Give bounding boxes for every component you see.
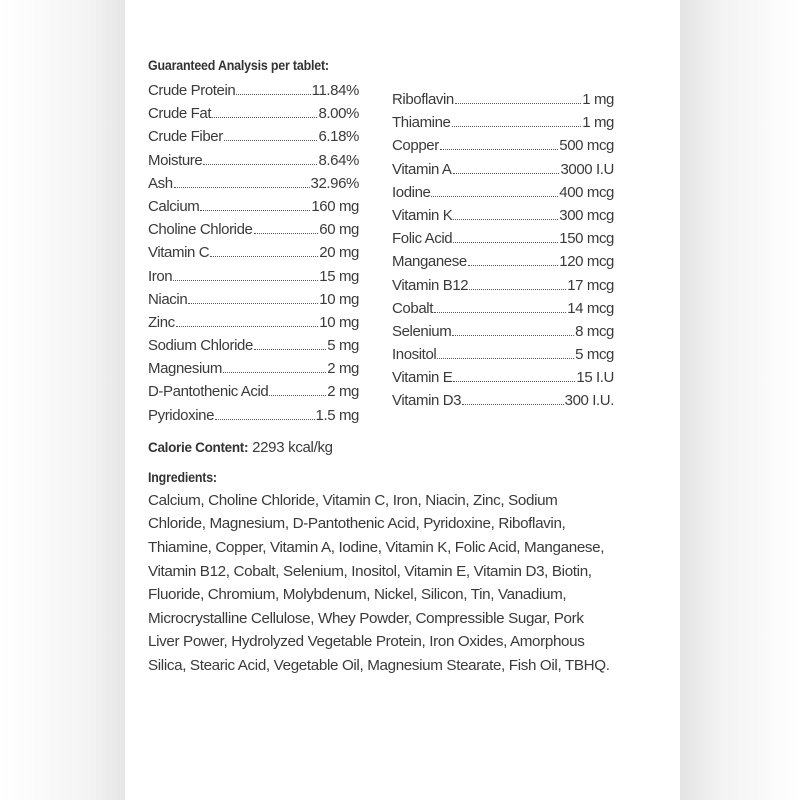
analysis-row [392, 250, 614, 273]
analysis-column-right [392, 79, 614, 427]
analysis-row [148, 334, 359, 357]
analysis-row [392, 181, 614, 204]
nutrient-name: Vitamin C [148, 244, 210, 262]
dot-leader [210, 256, 318, 257]
nutrient-value: 3000 I.U [560, 160, 614, 178]
analysis-row [392, 389, 614, 412]
dot-leader [176, 326, 319, 327]
analysis-row [392, 343, 614, 366]
nutrient-name: Copper [392, 137, 439, 155]
nutrient-name: Choline Chloride [148, 221, 253, 239]
dot-leader [173, 280, 318, 281]
analysis-row [148, 195, 359, 218]
dot-leader [431, 196, 558, 197]
nutrient-name: Folic Acid [392, 230, 453, 248]
nutrient-name: Vitamin A [392, 160, 452, 178]
nutrient-value: 11.84% [311, 82, 359, 99]
nutrient-name: Pyridoxine [148, 406, 215, 424]
dot-leader [452, 126, 582, 127]
label-content [148, 58, 648, 678]
nutrient-name: Iodine [392, 183, 431, 201]
nutrient-value: 500 mcg [559, 137, 614, 155]
dot-leader [453, 242, 558, 243]
nutrient-value: 17 mcg [567, 276, 614, 294]
analysis-row [392, 204, 614, 227]
dot-leader [203, 164, 317, 165]
calorie-content [148, 439, 648, 456]
analysis-row [148, 149, 359, 172]
nutrient-value: 5 mcg [575, 346, 614, 364]
analysis-row [392, 227, 614, 250]
nutrient-name: D-Pantothenic Acid [148, 383, 269, 401]
dot-leader [200, 210, 310, 211]
analysis-row [392, 134, 614, 157]
analysis-row [392, 274, 614, 297]
nutrient-name: Inositol [392, 346, 437, 364]
dot-leader [462, 404, 564, 405]
nutrient-name: Vitamin E [392, 369, 453, 387]
nutrient-name: Iron [148, 267, 173, 285]
analysis-row [392, 366, 614, 389]
analysis-row [392, 111, 614, 134]
nutrient-value: 8.00% [318, 105, 359, 123]
nutrient-value: 160 mg [311, 197, 359, 215]
nutrient-value: 60 mg [319, 221, 359, 239]
nutrient-value: 1 mg [582, 114, 614, 132]
analysis-row [392, 88, 614, 111]
dot-leader [269, 395, 326, 396]
nutrient-value: 6.18% [318, 128, 359, 146]
nutrient-value: 32.96% [310, 174, 359, 192]
nutrient-value: 5 mg [327, 337, 359, 355]
analysis-row [148, 218, 359, 241]
calorie-label: Calorie Content: [148, 439, 249, 455]
nutrient-value: 2 mg [327, 383, 359, 401]
dot-leader [215, 419, 314, 420]
dot-leader [188, 303, 318, 304]
nutrient-name: Ash [148, 174, 173, 192]
analysis-row [148, 288, 359, 311]
dot-leader [223, 372, 326, 373]
dot-leader [254, 349, 326, 350]
nutrient-name: Magnesium [148, 360, 222, 378]
analysis-row [148, 404, 359, 427]
nutrient-name: Crude Fiber [148, 128, 223, 146]
nutrient-value: 10 mg [319, 290, 359, 308]
ingredients-text: Calcium, Choline Chloride, Vitamin C, Iron, Niacin, Zinc, Sodium Chloride, Magnesium, D-Pantothenic Acid, Pyridoxine, Riboflavin, Thiamine, Copper, Vitamin A, Iodine, Vitamin K, Folic Acid, Manganese, Vitamin B12, Cobalt, Selenium, Inositol, Vitamin E, Vitamin D3, Biotin, Fluoride, Chromium, Molybdenum, Nickel, Silicon, Tin, Vanadium, Microcrystalline Cellulose, Whey Powder, Compressible Sugar, Pork Liver Power, Hydrolyzed Vegetable Protein, Iron Oxides, Amorphous Silica, Stearic Acid, Vegetable Oil, Magnesium Stearate, Fish Oil, TBHQ. [148, 491, 610, 674]
calorie-value: 2293 kcal/kg [252, 438, 333, 456]
analysis-row [392, 297, 614, 320]
analysis-row [148, 311, 359, 334]
nutrient-value: 15 I.U [576, 369, 614, 387]
ingredients-title: Ingredients: [148, 469, 217, 485]
nutrient-value: 2 mg [327, 360, 359, 378]
nutrient-name: Manganese [392, 253, 467, 271]
nutrient-name: Moisture [148, 151, 203, 169]
nutrient-value: 300 I.U. [564, 392, 614, 410]
bottle-edge-right [680, 0, 800, 800]
dot-leader [468, 265, 558, 266]
nutrient-name: Vitamin K [392, 206, 453, 224]
nutrient-value: 8 mcg [575, 322, 614, 340]
dot-leader [174, 187, 310, 188]
nutrient-name: Selenium [392, 322, 452, 340]
analysis-row [148, 172, 359, 195]
nutrient-value: 400 mcg [559, 183, 614, 201]
dot-leader [469, 289, 566, 290]
dot-leader [453, 219, 558, 220]
analysis-title: Guaranteed Analysis per tablet: [148, 58, 329, 73]
nutrient-name: Riboflavin [392, 91, 454, 108]
analysis-row [148, 79, 359, 102]
dot-leader [455, 103, 581, 104]
nutrient-name: Crude Protein [148, 82, 236, 99]
analysis-column-left [148, 79, 359, 427]
dot-leader [224, 140, 318, 141]
dot-leader [452, 335, 574, 336]
analysis-row [392, 320, 614, 343]
nutrient-name: Thiamine [392, 114, 451, 132]
dot-leader [212, 117, 317, 118]
analysis-row [148, 357, 359, 380]
dot-leader [437, 358, 574, 359]
analysis-table [148, 79, 648, 427]
nutrient-name: Vitamin D3 [392, 392, 462, 410]
nutrient-name: Niacin [148, 290, 188, 308]
dot-leader [453, 173, 560, 174]
dot-leader [236, 94, 310, 95]
nutrient-name: Sodium Chloride [148, 337, 253, 355]
dot-leader [434, 312, 566, 313]
nutrient-value: 10 mg [319, 313, 359, 331]
dot-leader [453, 381, 575, 382]
nutrient-value: 8.64% [318, 151, 359, 169]
analysis-row [148, 265, 359, 288]
analysis-row [392, 158, 614, 181]
nutrient-name: Cobalt [392, 299, 433, 317]
analysis-row [148, 380, 359, 403]
dot-leader [254, 233, 319, 234]
analysis-row [148, 241, 359, 264]
nutrient-name: Crude Fat [148, 105, 212, 123]
nutrient-value: 15 mg [319, 267, 359, 285]
nutrient-name: Vitamin B12 [392, 276, 469, 294]
dot-leader [440, 149, 558, 150]
nutrient-name: Calcium [148, 197, 200, 215]
bottle-edge-left [0, 0, 125, 800]
nutrient-value: 300 mcg [559, 206, 614, 224]
nutrient-name: Zinc [148, 313, 175, 331]
nutrient-value: 150 mcg [559, 230, 614, 248]
analysis-row [148, 125, 359, 148]
nutrient-value: 20 mg [319, 244, 359, 262]
nutrient-value: 1 mg [582, 91, 614, 108]
analysis-row [148, 102, 359, 125]
nutrient-value: 14 mcg [567, 299, 614, 317]
nutrient-value: 120 mcg [559, 253, 614, 271]
nutrient-value: 1.5 mg [315, 406, 359, 424]
